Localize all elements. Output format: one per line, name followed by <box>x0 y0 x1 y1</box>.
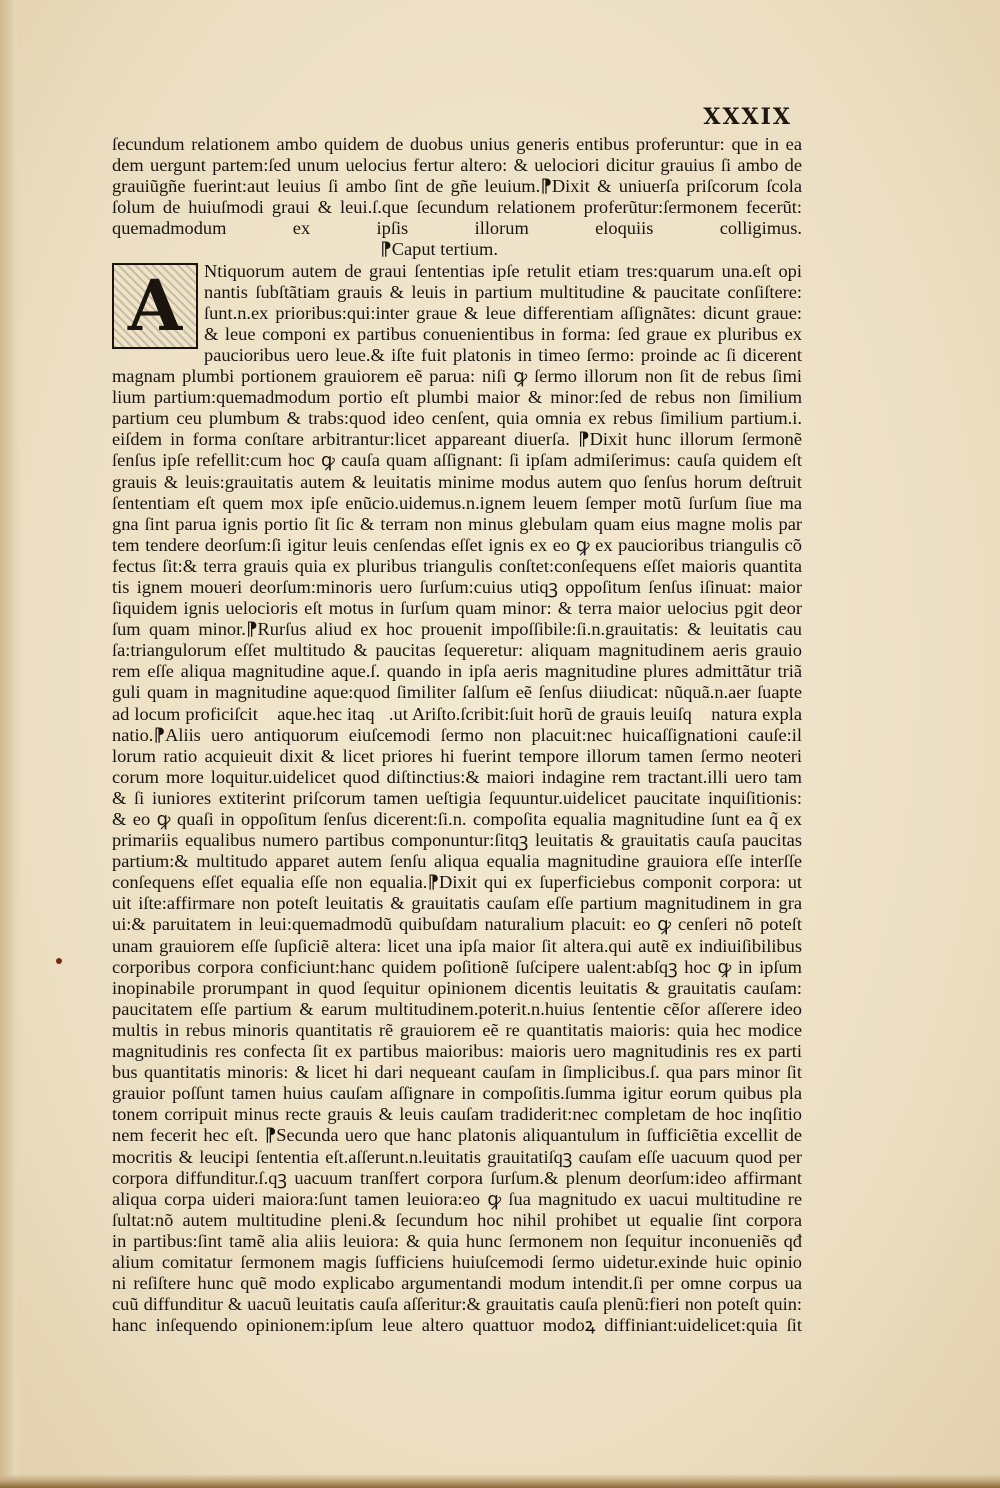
text-line: gna ſint parua ignis portio ſit ſic & terram non minus glebulam quam eius magne molis par <box>112 513 802 534</box>
text-line: unam grauiorem eſſe ſupſiciẽ altera: licet una ipſa maior ſit altera.qui autẽ ex indiuiſibilibus <box>112 935 802 956</box>
text-line: conſequens eſſet equalia eſſe non equalia.⁋Dixit qui ex ſuperficiebus componit corpora: ut <box>112 872 802 893</box>
text-line: lorum ratio acquieuit dixit & licet priores hi fuerint tempore illorum tamen ſermo neoteri <box>112 745 802 766</box>
text-line: aliqua corpa uideri maiora:ſunt tamen leuiora:eo ꝙ ſua magnitudo ex uacui multitudine re <box>112 1188 802 1209</box>
text-line: paucioribus uero leue.& iſte fuit platonis in timeo ſermo: proinde ac ſi dicerent <box>204 344 802 365</box>
text-line: ſunt.n.ex prioribus:qui:inter graue & leue differentiam aſſignãtes: dicunt graue: <box>204 302 802 323</box>
text-line: tonem corripuit minus recte grauis & leuis cauſam tradiderit:nec completam de hoc inqſitio <box>112 1104 802 1125</box>
text-line: corporibus corpora conficiunt:hanc quidem poſitionẽ ſuſcipere ualent:abſqꝫ hoc ꝙ in ipſum <box>112 956 802 977</box>
text-line: lium partium:quemadmodum portio eſt plumbi maior & minor:ſed de rebus non ſimilium <box>112 387 802 408</box>
text-line: grauior poſſunt tamen huius cauſam aſſignare in compoſitis.ſumma igitur eorum quibus pla <box>112 1083 802 1104</box>
text-line: magnam plumbi portionem grauiorem eẽ parua: niſi ꝙ ſermo illorum non ſit de rebus ſimi <box>112 366 802 387</box>
text-line: nem fecerit hec eſt. ⁋Secunda uero que hanc platonis aliquantulum in ſufficiẽtia excellit de <box>112 1125 802 1146</box>
text-line: corum more loquitur.uidelicet quod diſtinctius:& maiori indagine rem tractant.illi uero tam <box>112 766 802 787</box>
page-gutter-shadow <box>0 0 22 1488</box>
text-line: ni reſiſtere hunc quẽ modo explicabo argumentandi modum intendit.ſi per omne corpus ua <box>112 1273 802 1294</box>
text-line: eiſdem in forma conſtare arbitrantur:licet appareant diuerſa. ⁋Dixit hunc illorum ſermonẽ <box>112 429 802 450</box>
text-line: ſolum de huiuſmodi graui & leui.ſ.que ſecundum relationem proferũtur:ſermonem fecerũt: <box>112 197 802 218</box>
text-line: Ntiquorum autem de graui ſententias ipſe retulit etiam tres:quarum una.eſt opi <box>204 260 802 281</box>
text-line: ſiquidem ignis uelocioris eſt motus in ſurſum quam minor: & terra maior uelocius pgit deor <box>112 598 802 619</box>
text-line: ad locum proficiſcit᷑ aque.hec itaqꝫ.ut Ariſto.ſcribit:ſuit horũ de grauis leuiſqꝫ natura expla <box>112 703 802 724</box>
text-line: rem eſſe aliqua magnitudine aque.ſ. quando in ipſa aeris magnitudine plures admittãtur triã <box>112 661 802 682</box>
text-lines-before <box>112 134 802 239</box>
text-line: ui:& paruitatem in leui:quemadmodũ quibuſdam naturalium placuit: eo ꝙ cenſeri nõ poteſt <box>112 914 802 935</box>
text-line: paucitatem eſſe partium & earum multitudinem.poterit.n.huius ſententie cẽſor aſſerere ideo <box>112 998 802 1019</box>
text-line: guli quam in magnitudine aque:quod ſimiliter ſalſum eẽ ſenſus diiudicat: nũquã.n.aer ſuapte <box>112 682 802 703</box>
text-line: partium:& multitudo apparet autem ſenſu aliqua equalia magnitudine grauiora eſſe interſſe <box>112 851 802 872</box>
text-line: mocritis & leucipi ſententia eſt.aſſerunt.n.leuitatis grauitatiſqꝫ cauſam eſſe uacuum quod per <box>112 1146 802 1167</box>
text-line: multis in rebus minoris quantitatis rẽ grauiorem eẽ re quantitatis maioris: quia hec modice <box>112 1019 802 1040</box>
text-line: hanc inſequendo opinionem:ipſum leue altero quattuor modoꝝ diffiniant:uidelicet:quia ſit <box>112 1315 802 1336</box>
text-line: magnitudinis res confecta ſit ex partibus maioribus: maioris uero magnitudinis res ex parti <box>112 1041 802 1062</box>
text-line: dem uergunt partem:ſed unum uelocius fertur altero: & uelociori dicitur grauius ſi ambo de <box>112 155 802 176</box>
text-lines-indented <box>112 261 802 366</box>
chapter-heading: ⁋Caput tertium. <box>380 239 498 260</box>
text-line: inopinabile prorumpant in quod ſequitur opinionem dicentis leuitatis & grauitatis cauſam: <box>112 977 802 998</box>
text-line: tem tendere deorſum:ſi igitur leuis cenſendas eſſet ignis ex eo ꝙ ex paucioribus triangulis cõ <box>112 534 802 555</box>
text-line: natio.⁋Aliis uero antiquorum eiuſcemodi ſermo non placuit:nec huicaſſignationi cauſe:il <box>112 724 802 745</box>
text-line: ſenſus ipſe refellit:cum hoc ꝙ cauſa quam aſſignant: ſi ipſam admiſerimus: cauſa quidem eſt <box>112 450 802 471</box>
margin-mark <box>56 958 62 964</box>
text-line: quemadmodum ex ipſis illorum eloquiis colligimus. <box>112 218 802 239</box>
initial-letter: A <box>127 264 183 347</box>
text-line: ſultat:nõ autem multitudine pleni.& ſecundum hoc nihil prohibet ut equalie ſint corpora <box>112 1209 802 1230</box>
text-line: corpora diffunditur.ſ.qꝫ uacuum tranſfert corpora ſurſum.& plenum deorſum:ideo affirmant <box>112 1167 802 1188</box>
text-line: tis ignem moueri deorſum:minoris uero ſurſum:cuius utiqꝫ oppoſitum ſenſus iſinuat: maior <box>112 576 802 597</box>
text-lines-after <box>112 366 802 1336</box>
text-line: uit iſte:affirmare non poteſt leuitatis & grauitatis cauſam eſſe partium magnitudinem in gra <box>112 893 802 914</box>
text-line: grauis & leuis:grauitatis autem & leuitatis minime modus autem quo ſenſus horum deſtruit <box>112 471 802 492</box>
text-line: ſum quam minor.⁋Rurſus aliud ex hoc prouenit impoſſibile:ſi.n.grauitatis: & leuitatis cau <box>112 619 802 640</box>
text-line: in partibus:ſint tamẽ alia aliis leuiora: & quia hunc ſermonem non ſequitur inconueniẽs qđ <box>112 1230 802 1251</box>
text-line: fectus ſit:& terra grauis quia ex pluribus triangulis conſtet:conſequens eſſet maioris quantita <box>112 555 802 576</box>
text-line: ſententiam eſt quem mox ipſe enũcio.uidemus.n.ignem leuem ſemper motũ ſurſum ſiue ma <box>112 492 802 513</box>
text-line: alium comitatur ſermonem magis ſufficiens huiuſcemodi ſermo uidetur.exinde huic opinio <box>112 1251 802 1272</box>
text-block <box>112 134 802 1336</box>
text-line: nantis ſubſtãtiam grauis & leuis in partium multitudine & paucitate conſiſtere: <box>204 281 802 302</box>
folio-number: XXXIX <box>703 104 792 130</box>
text-line: primariis equalibus numero partibus componuntur:ſitqꝫ leuitatis & grauitatis cauſa paucitas <box>112 830 802 851</box>
text-line: & ſi iuniores extiterint priſcorum tamen ueſtigia ſequuntur.uidelicet paucitate inquiſitionis: <box>112 787 802 808</box>
text-line: grauiũgñe fuerint:aut leuius ſi ambo ſint de gñe leuium.⁋Dixit & uniuerſa priſcorum ſcola <box>112 176 802 197</box>
text-line: & eo ꝙ quaſi in oppoſitum ſenſus dicerent:ſi.n. compoſita equalia magnitudine ſunt ea q̃ ex <box>112 809 802 829</box>
text-line: bus quantitatis minoris: & licet hi dari nequeant cauſam in ſimplicibus.ſ. qua pars minor ſit <box>112 1062 802 1083</box>
text-line: ſecundum relationem ambo quidem de duobus unius generis entibus proferuntur: que in ea <box>112 134 802 154</box>
text-line: & leue componi ex partibus conuenientibus in forma: ſed graue ex pluribus ex <box>204 323 802 344</box>
page-bottom-edge <box>0 1474 1000 1488</box>
text-line: ſa:triangulorum eſſet multitudo & paucitas ſequeretur: aliquam magnitudinem aeris grauio <box>112 640 802 661</box>
text-line: cuũ diffunditur & uacuũ leuitatis cauſa aſſeritur:& grauitatis cauſa plenũ:fieri non poteſt quin: <box>112 1294 802 1315</box>
text-line: partium ceu plumbum & trabs:quod ideo cenſent, quia omnia ex rebus ſimilium partium.i. <box>112 408 802 429</box>
